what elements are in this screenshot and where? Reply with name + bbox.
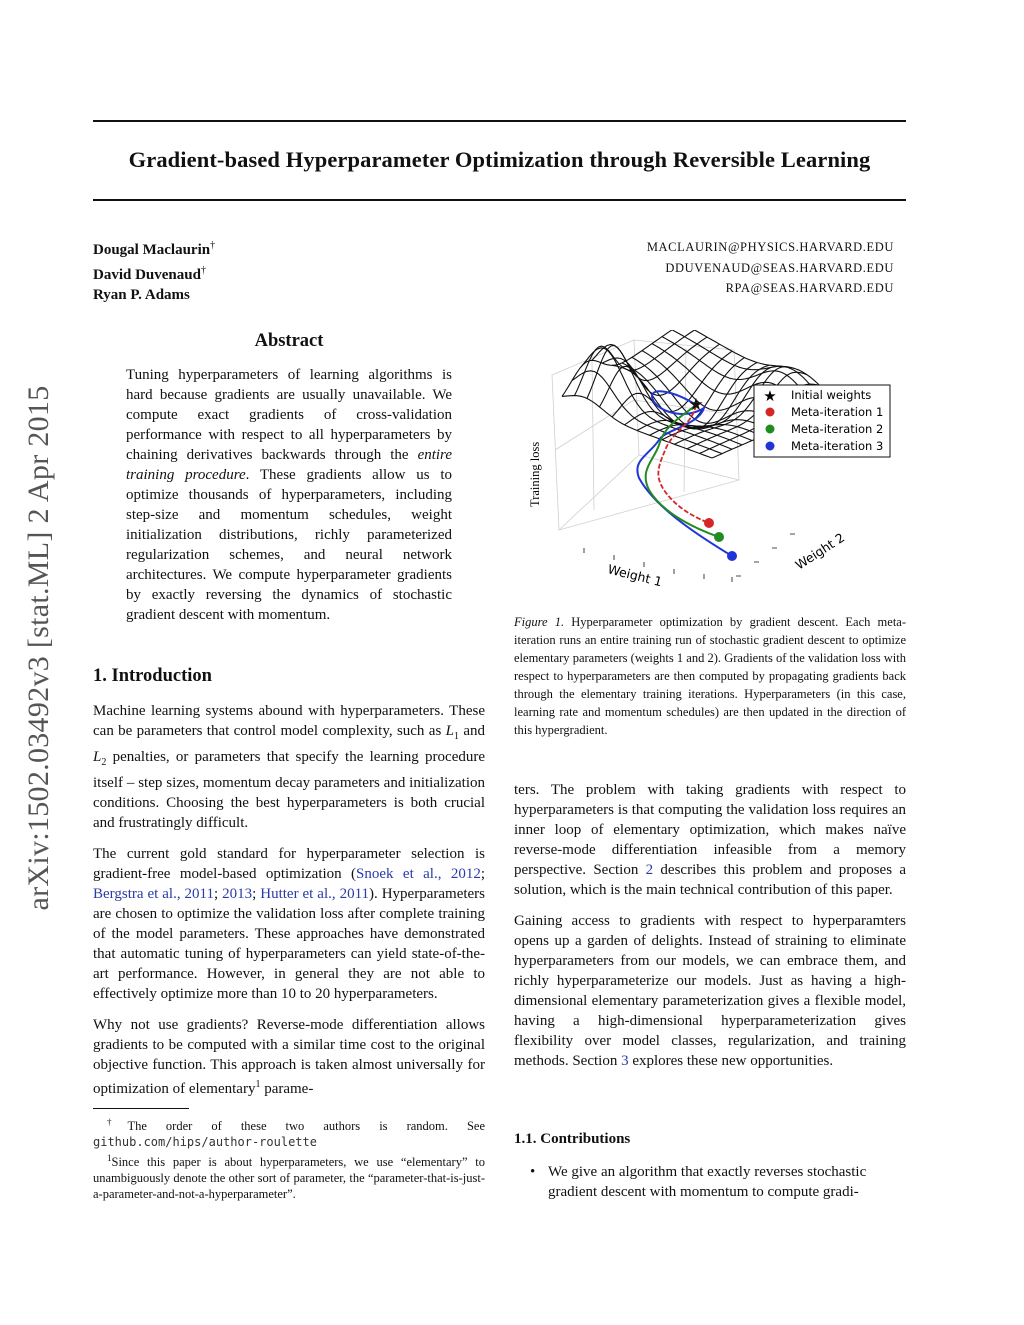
author-list	[93, 236, 215, 306]
abstract-text: Tuning hyperparameters of learning algorithms is hard because gradients are usually unavailable. We compute exact gradients of cross-validation performance with respect to all hyperparameters by chaining derivatives backwards through the entire training procedure. These gradients allow us to optimize thousands of hyperparameters, including step-size and momentum schedules, weight initialization distributions, richly parameterized regularization schemes, and neural network architectures. We compute hyperparameter gradients by exactly reversing the dynamics of stochastic gradient descent with momentum.	[126, 367, 453, 623]
figure-caption: Figure 1. Hyperparameter optimization by gradient descent. Each meta-iteration runs an entire training run of stochastic gradient descent to optimize elementary parameters (weights 1 and 2). Gradients of the validation loss with respect to hyperparameters are then computed by propagating gradients back through the elementary training iterations. Hyperparameters (in this case, learning rate and momentum schedules) are then updated in the direction of this hypergradient.	[514, 615, 907, 737]
mesh-line	[650, 365, 770, 435]
z-axis-label: Training loss	[528, 441, 542, 507]
figure-1-surface-plot	[514, 330, 906, 600]
citation-link[interactable]: Hutter et al., 2011	[260, 886, 370, 902]
legend	[754, 385, 890, 457]
meta-iteration-3-endpoint	[727, 551, 737, 561]
author-name: Ryan P. Adams	[93, 287, 190, 303]
title-bottom-rule	[93, 199, 906, 201]
legend-label: Meta-iteration 2	[791, 422, 884, 436]
initial-weights-star: ★	[688, 395, 704, 415]
paragraph: ters. The problem with taking gradients with respect to hyperparameters is that computing the validation loss requires an inner loop of elementary optimization, which makes naïve reverse-mode differentiation infeasible from a memory perspective. Section 2 describes this problem and proposes a solution, which is the main technical contribution of this paper.	[514, 782, 906, 898]
legend-label: Meta-iteration 3	[791, 439, 884, 453]
email: MACLAURIN@PHYSICS.HARVARD.EDU	[646, 240, 894, 254]
footnote-1: †The order of these two authors is random. See github.com/hips/author-roulette	[93, 1117, 485, 1150]
paragraph: Why not use gradients? Reverse-mode differentiation allows gradients to be computed with a similar time cost to the original objective function. This approach is taken almost universally for optimization of elementary$^1$ parame-	[93, 1017, 485, 1097]
legend-star-icon: ★	[763, 387, 777, 405]
contributions-heading: 1.1. Contributions	[514, 1131, 631, 1147]
citation-link[interactable]: Bergstra et al., 2011	[93, 886, 214, 902]
citation-link[interactable]: 2013	[222, 886, 253, 902]
arxiv-identifier: arXiv:1502.03492v3 [stat.ML] 2 Apr 2015	[22, 385, 55, 910]
bullet-icon: •	[530, 1164, 536, 1180]
paragraph: Gaining access to gradients with respect to hyperparamters opens up a garden of delights. Instead of straining to eliminate hyperparameters from our models, we can embrace them, and richly hyperparameterize our models. Just as having a high-dimensional elementary parameterization gives a flexible model, having a high-dimensional hyperparameterization gives flexibility over model classes, regularization, and training methods. Section 3 explores these new opportunities.	[514, 913, 906, 1069]
author-name: Dougal Maclaurin†	[93, 240, 216, 258]
legend-meta-3-marker	[766, 442, 775, 451]
paper-title: Gradient-based Hyperparameter Optimization through Reversible Learning	[128, 147, 871, 172]
meta-iteration-1-endpoint	[704, 518, 714, 528]
citation-link[interactable]: Snoek et al., 2012	[356, 866, 481, 882]
footnote-rule	[93, 1108, 189, 1109]
left-column	[93, 701, 485, 1110]
email: RPA@SEAS.HARVARD.EDU	[725, 281, 894, 295]
intro-heading: 1. Introduction	[93, 666, 212, 686]
x-axis-label: Weight 1	[606, 561, 664, 590]
right-column	[514, 780, 906, 1082]
legend-label: Meta-iteration 1	[791, 405, 884, 419]
mesh-line	[612, 351, 732, 417]
meta-iteration-2-endpoint	[714, 532, 724, 542]
paragraph: The current gold standard for hyperparameter selection is gradient-free model-based optimization (Snoek et al., 2012; Bergstra et al., 2011; 2013; Hutter et al., 2011). Hyperparameters are chosen to optimize the validation loss after complete training of the model parameters. These approaches have demonstrated that automatic tuning of hyperparameters can yield state-of-the-art performance. However, in general they are not able to effectively optimize more than 10 to 20 hyperparameters.	[93, 846, 486, 1002]
legend-meta-1-marker	[766, 408, 775, 417]
top-rule	[93, 120, 906, 122]
section-ref-link[interactable]: 3	[621, 1053, 629, 1069]
y-axis-label: Weight 2	[792, 529, 848, 573]
author-name: David Duvenaud†	[93, 264, 206, 283]
section-ref-link[interactable]: 2	[645, 862, 654, 878]
email: DDUVENAUD@SEAS.HARVARD.EDU	[665, 260, 894, 275]
abstract-heading: Abstract	[254, 331, 324, 351]
github-link[interactable]: github.com/hips/author-roulette	[93, 1135, 317, 1150]
footnote-2: $^1$Since this paper is about hyperparameters, we use “elementary” to unambiguously denote the other sort of parameter, the “parameter-that-is-just-a-parameter-and-not-a-hyperparameter”.	[93, 1153, 485, 1202]
legend-meta-2-marker	[766, 425, 775, 434]
author-emails	[647, 237, 894, 299]
paragraph: Machine learning systems abound with hyperparameters. These can be parameters that control model complexity, such as $L_1$ and $L_2$ penalties, or parameters that specify the learning procedure itself – step sizes, momentum decay parameters and initialization conditions. Choosing the best hyperparameters is both crucial and frustratingly difficult.	[93, 703, 485, 831]
legend-label: Initial weights	[791, 388, 872, 402]
